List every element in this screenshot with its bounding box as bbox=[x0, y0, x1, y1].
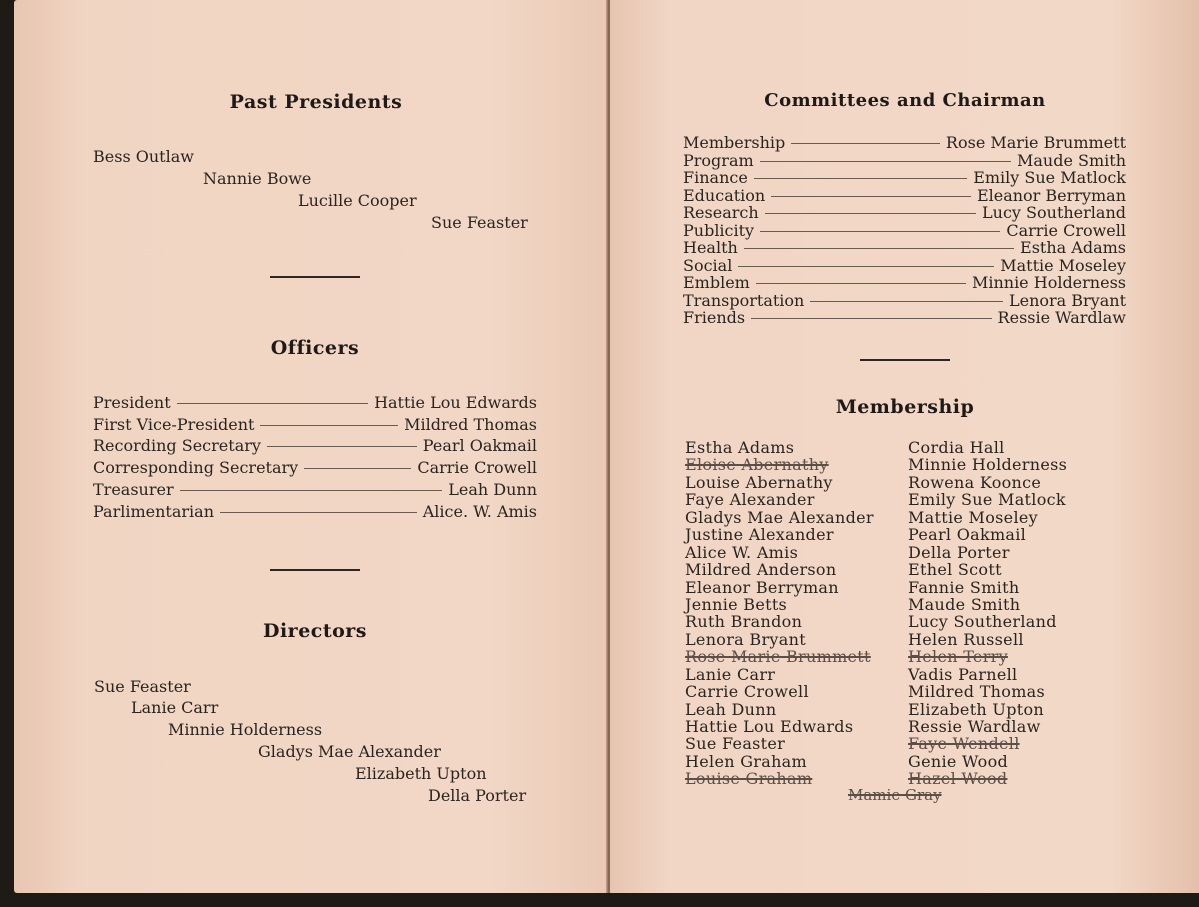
committee-chair: Lucy Southerland bbox=[982, 203, 1126, 222]
member-name: Hattie Lou Edwards bbox=[685, 717, 854, 736]
leader-line bbox=[771, 196, 971, 197]
member-name: Mildred Anderson bbox=[685, 560, 837, 580]
member-name: Faye Alexander bbox=[685, 490, 815, 510]
committee-chair: Carrie Crowell bbox=[1006, 220, 1126, 240]
officer-name: Alice. W. Amis bbox=[422, 501, 537, 521]
member-name: Rowena Koonce bbox=[908, 472, 1042, 492]
past-president-4: Sue Feaster bbox=[431, 213, 528, 232]
committee-name: Friends bbox=[683, 308, 746, 327]
membership-trailing-name: Mamie Gray bbox=[848, 786, 942, 804]
officer-role: Parlimentarian bbox=[93, 501, 214, 521]
leader-line bbox=[760, 161, 1011, 162]
committee-chair: Rose Marie Brummett bbox=[945, 133, 1126, 152]
member-name: Jennie Betts bbox=[685, 594, 788, 614]
committee-chair: Ressie Wardlaw bbox=[997, 308, 1126, 327]
leader-line bbox=[180, 490, 443, 491]
leader-line bbox=[744, 248, 1014, 249]
member-name: Carrie Crowell bbox=[685, 682, 809, 702]
officer-name: Mildred Thomas bbox=[404, 414, 537, 434]
committee-name: Emblem bbox=[683, 273, 750, 292]
leader-line bbox=[304, 468, 411, 469]
member-name: Ruth Brandon bbox=[685, 612, 803, 632]
committee-name: Finance bbox=[683, 168, 748, 187]
director-1: Sue Feaster bbox=[94, 677, 191, 696]
past-president-2: Nannie Bowe bbox=[203, 169, 312, 188]
committee-name: Health bbox=[683, 238, 738, 257]
past-presidents-heading: Past Presidents bbox=[229, 91, 403, 113]
directors-heading: Directors bbox=[262, 620, 368, 642]
member-name: Helen Russell bbox=[908, 629, 1024, 649]
leader-line bbox=[754, 178, 967, 179]
committee-row bbox=[683, 222, 1126, 240]
member-name: Emily Sue Matlock bbox=[908, 490, 1066, 510]
member-name: Louise Graham bbox=[685, 769, 813, 789]
committee-chair: Eleanor Berryman bbox=[976, 185, 1126, 205]
leader-line bbox=[791, 143, 940, 144]
director-3: Minnie Holderness bbox=[168, 720, 323, 739]
leader-line bbox=[220, 512, 417, 513]
member-name: Eleanor Berryman bbox=[685, 577, 839, 597]
leader-line bbox=[756, 283, 966, 284]
committee-chair: Mattie Moseley bbox=[1000, 255, 1126, 275]
member-name: Helen Terry bbox=[908, 647, 1008, 667]
officer-row bbox=[93, 414, 537, 436]
committee-chair: Minnie Holderness bbox=[971, 273, 1126, 292]
committee-name: Membership bbox=[683, 133, 786, 152]
member-name: Della Porter bbox=[908, 542, 1010, 562]
member-name: Eloise Abernathy bbox=[685, 455, 829, 475]
committees-heading: Committees and Chairman bbox=[764, 90, 1046, 111]
officer-name: Hattie Lou Edwards bbox=[374, 393, 537, 412]
committee-row bbox=[683, 292, 1126, 310]
member-name: Justine Alexander bbox=[685, 525, 834, 545]
member-name: Maude Smith bbox=[908, 594, 1021, 614]
divider bbox=[860, 359, 950, 361]
member-name: Faye Wendell bbox=[908, 734, 1020, 754]
member-name: Ressie Wardlaw bbox=[908, 717, 1041, 736]
leader-line bbox=[765, 213, 976, 214]
director-5: Elizabeth Upton bbox=[355, 764, 487, 783]
committee-row bbox=[683, 257, 1126, 275]
committee-row bbox=[683, 169, 1126, 187]
member-name: Minnie Holderness bbox=[908, 455, 1068, 475]
member-name: Rose Marie Brummett bbox=[685, 647, 871, 667]
committee-row bbox=[683, 134, 1126, 152]
officer-role: First Vice-President bbox=[93, 414, 255, 434]
leader-line bbox=[810, 301, 1003, 302]
membership-left-column bbox=[685, 439, 874, 788]
committee-name: Education bbox=[683, 185, 766, 205]
committee-name: Social bbox=[683, 255, 733, 275]
member-name: Helen Graham bbox=[685, 751, 807, 771]
director-4: Gladys Mae Alexander bbox=[258, 742, 441, 761]
member-name: Vadis Parnell bbox=[908, 664, 1018, 684]
officer-row bbox=[93, 479, 537, 501]
officer-row bbox=[93, 435, 537, 457]
member-name: Pearl Oakmail bbox=[908, 525, 1027, 545]
member-name: Lanie Carr bbox=[685, 664, 776, 684]
member-name: Lenora Bryant bbox=[685, 629, 806, 649]
officers-heading: Officers bbox=[270, 337, 360, 359]
past-president-1: Bess Outlaw bbox=[93, 147, 194, 166]
committee-chair: Maude Smith bbox=[1016, 150, 1126, 170]
officer-name: Pearl Oakmail bbox=[422, 436, 537, 456]
committee-name: Research bbox=[683, 203, 759, 222]
leader-line bbox=[260, 425, 398, 426]
member-name: Mattie Moseley bbox=[908, 507, 1038, 527]
committee-chair: Emily Sue Matlock bbox=[973, 168, 1126, 187]
committee-row bbox=[683, 274, 1126, 292]
leader-line bbox=[177, 403, 368, 404]
past-president-3: Lucille Cooper bbox=[298, 191, 417, 210]
member-name: Lucy Southerland bbox=[908, 612, 1057, 632]
member-name: Sue Feaster bbox=[685, 734, 786, 754]
member-name: Elizabeth Upton bbox=[908, 699, 1045, 719]
leader-line bbox=[738, 266, 994, 267]
divider bbox=[270, 276, 360, 278]
member-name: Alice W. Amis bbox=[685, 542, 799, 562]
leader-line bbox=[760, 231, 1000, 232]
member-name: Cordia Hall bbox=[908, 438, 1005, 457]
member-name: Ethel Scott bbox=[908, 560, 1002, 580]
membership-right-column bbox=[908, 439, 1067, 788]
director-2: Lanie Carr bbox=[131, 698, 219, 717]
membership-heading: Membership bbox=[835, 396, 975, 418]
committee-row bbox=[683, 239, 1126, 257]
member-name: Gladys Mae Alexander bbox=[685, 507, 874, 527]
officer-row bbox=[93, 501, 537, 523]
member-name: Hazel Wood bbox=[908, 769, 1008, 789]
committee-name: Program bbox=[683, 150, 754, 170]
committee-chair: Lenora Bryant bbox=[1008, 290, 1126, 310]
member-name: Fannie Smith bbox=[908, 577, 1020, 597]
committee-row bbox=[683, 187, 1126, 205]
officer-row bbox=[93, 457, 537, 479]
leader-line bbox=[751, 318, 991, 319]
committee-row bbox=[683, 204, 1126, 222]
officer-role: Recording Secretary bbox=[93, 436, 261, 456]
divider bbox=[270, 569, 360, 571]
committee-name: Transportation bbox=[683, 290, 805, 310]
member-name: Louise Abernathy bbox=[685, 472, 833, 492]
member-name: Leah Dunn bbox=[685, 699, 777, 719]
committee-chair: Estha Adams bbox=[1020, 238, 1126, 257]
member-name: Mildred Thomas bbox=[908, 682, 1046, 702]
officer-role: President bbox=[93, 393, 171, 412]
committee-row bbox=[683, 152, 1126, 170]
officer-role: Corresponding Secretary bbox=[93, 458, 299, 478]
leader-line bbox=[267, 446, 417, 447]
member-name: Genie Wood bbox=[908, 751, 1009, 771]
committee-row bbox=[683, 309, 1126, 327]
officer-row bbox=[93, 392, 537, 414]
director-6: Della Porter bbox=[428, 786, 527, 805]
officer-name: Leah Dunn bbox=[448, 479, 537, 499]
committee-name: Publicity bbox=[683, 220, 755, 240]
member-name: Estha Adams bbox=[685, 438, 795, 457]
officer-name: Carrie Crowell bbox=[417, 458, 537, 478]
officer-role: Treasurer bbox=[93, 479, 174, 499]
